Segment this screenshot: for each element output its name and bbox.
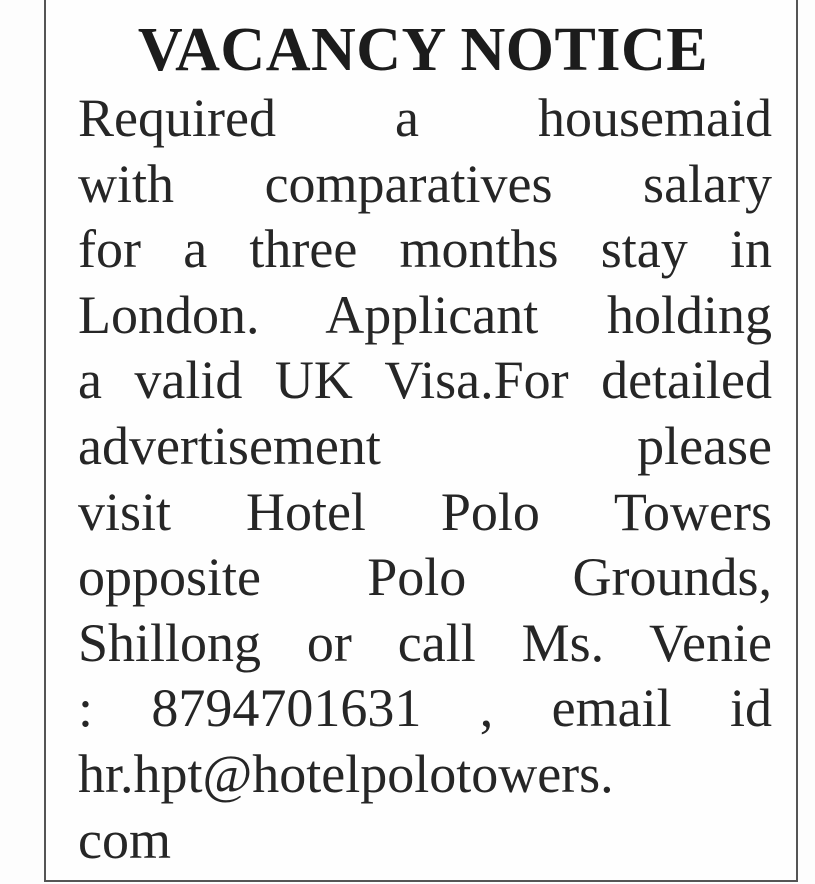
ad-body-line: Required a housemaid [78,88,772,148]
ad-body-line: visit Hotel Polo Towers [78,481,772,542]
ad-body-line: with comparatives salary [78,153,772,214]
ad-body-line: advertisement please [78,415,772,476]
ad-body-line: a valid UK Visa.For detailed [78,350,772,411]
ad-body-line: for a three months stay in [78,219,772,280]
ad-body-line: : 8794701631 , email id [78,678,772,739]
ad-title: VACANCY NOTICE [137,16,709,84]
ad-body-line: London. Applicant holding [78,284,772,345]
ad-body [78,86,772,873]
ad-body-line: com [78,809,171,870]
ad-body-line: Shillong or call Ms. Venie [78,612,772,673]
ad-body-line: hr.hpt@hotelpolotowers. [78,743,614,804]
classified-ad-box [44,0,798,882]
ad-body-line: opposite Polo Grounds, [78,547,772,608]
